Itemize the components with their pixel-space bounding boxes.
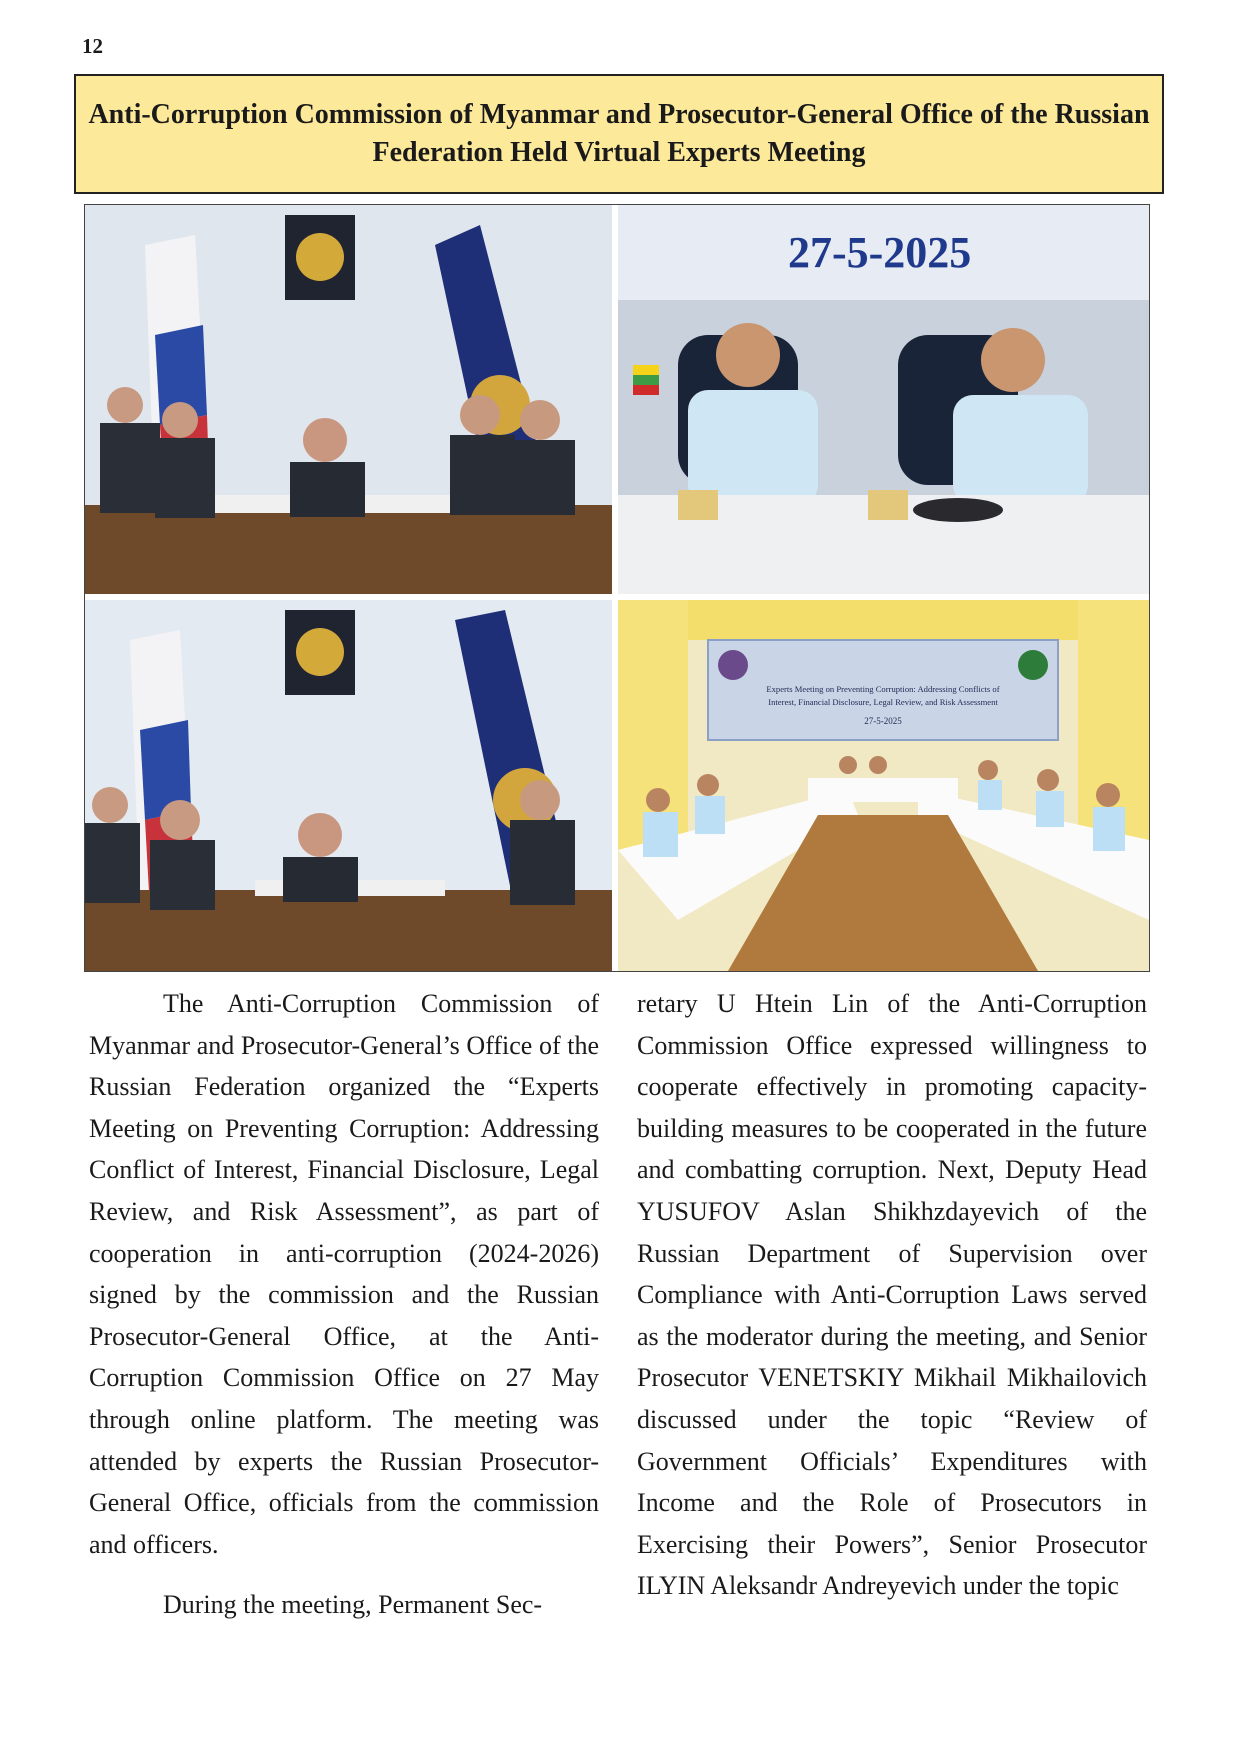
headline: Anti-Corruption Commission of Myanmar and Prosecutor-General Office of the Russian Federation Held Virtual Experts Meeting — [88, 99, 1150, 168]
article-paragraph-2-start: During the meeting, Permanent Sec- — [163, 1590, 543, 1620]
meeting-banner-date: 27-5-2025 — [864, 716, 902, 726]
photo-collage — [84, 204, 1150, 972]
photo-russian-delegation-2 — [85, 600, 612, 971]
photo-russian-delegation-1 — [85, 205, 612, 594]
meeting-banner-line2: Interest, Financial Disclosure, Legal Review, and Risk Assessment — [768, 697, 998, 707]
meeting-banner-line1: Experts Meeting on Preventing Corruption: Addressing Conflicts of — [766, 684, 1000, 694]
article-paragraph-1: The Anti-Corruption Commission of Myanmar and Prosecutor-General’s Office of the Russian Federation organized the “Experts Meeting on Preventing Corruption: Addressing Conflict of Interest, Financial Disclosure, Legal Review, and Risk Assessment”, as part of cooperation in anti-corruption (2024-2026) signed by the commission and the Russian Prosecutor-General Office, at the Anti-Corruption Commission Office on 27 May through online platform. The meeting was attended by experts the Russian Prosecutor-General Office, officials from the commission and officers. — [89, 989, 599, 1559]
headline-box — [74, 74, 1164, 194]
article-column-right — [637, 983, 1147, 1607]
article-column-left — [89, 983, 599, 1626]
article-paragraph-2-continued: retary U Htein Lin of the Anti-Corruption Commission Office expressed willingness to cooperate effectively in promoting capacity-building measures to be cooperated in the future and combatting corruption. Next, Deputy Head YUSUFOV Aslan Shikhzdayevich of the Russian Department of Supervision over Compliance with Anti-Corruption Laws served as the moderator during the meeting, and Senior Prosecutor VENETSKIY Mikhail Mikhailovich discussed under the topic “Review of Government Officials’ Expenditures with Income and the Role of Prosecutors in Exercising their Powers”, Senior Prosecutor ILYIN Aleksandr Andreyevich under the topic — [637, 989, 1147, 1601]
photo-conference-room — [618, 600, 1149, 971]
page-number: 12 — [82, 34, 103, 58]
photo-myanmar-officials — [618, 205, 1149, 594]
date-banner-text: 27-5-2025 — [788, 228, 972, 277]
